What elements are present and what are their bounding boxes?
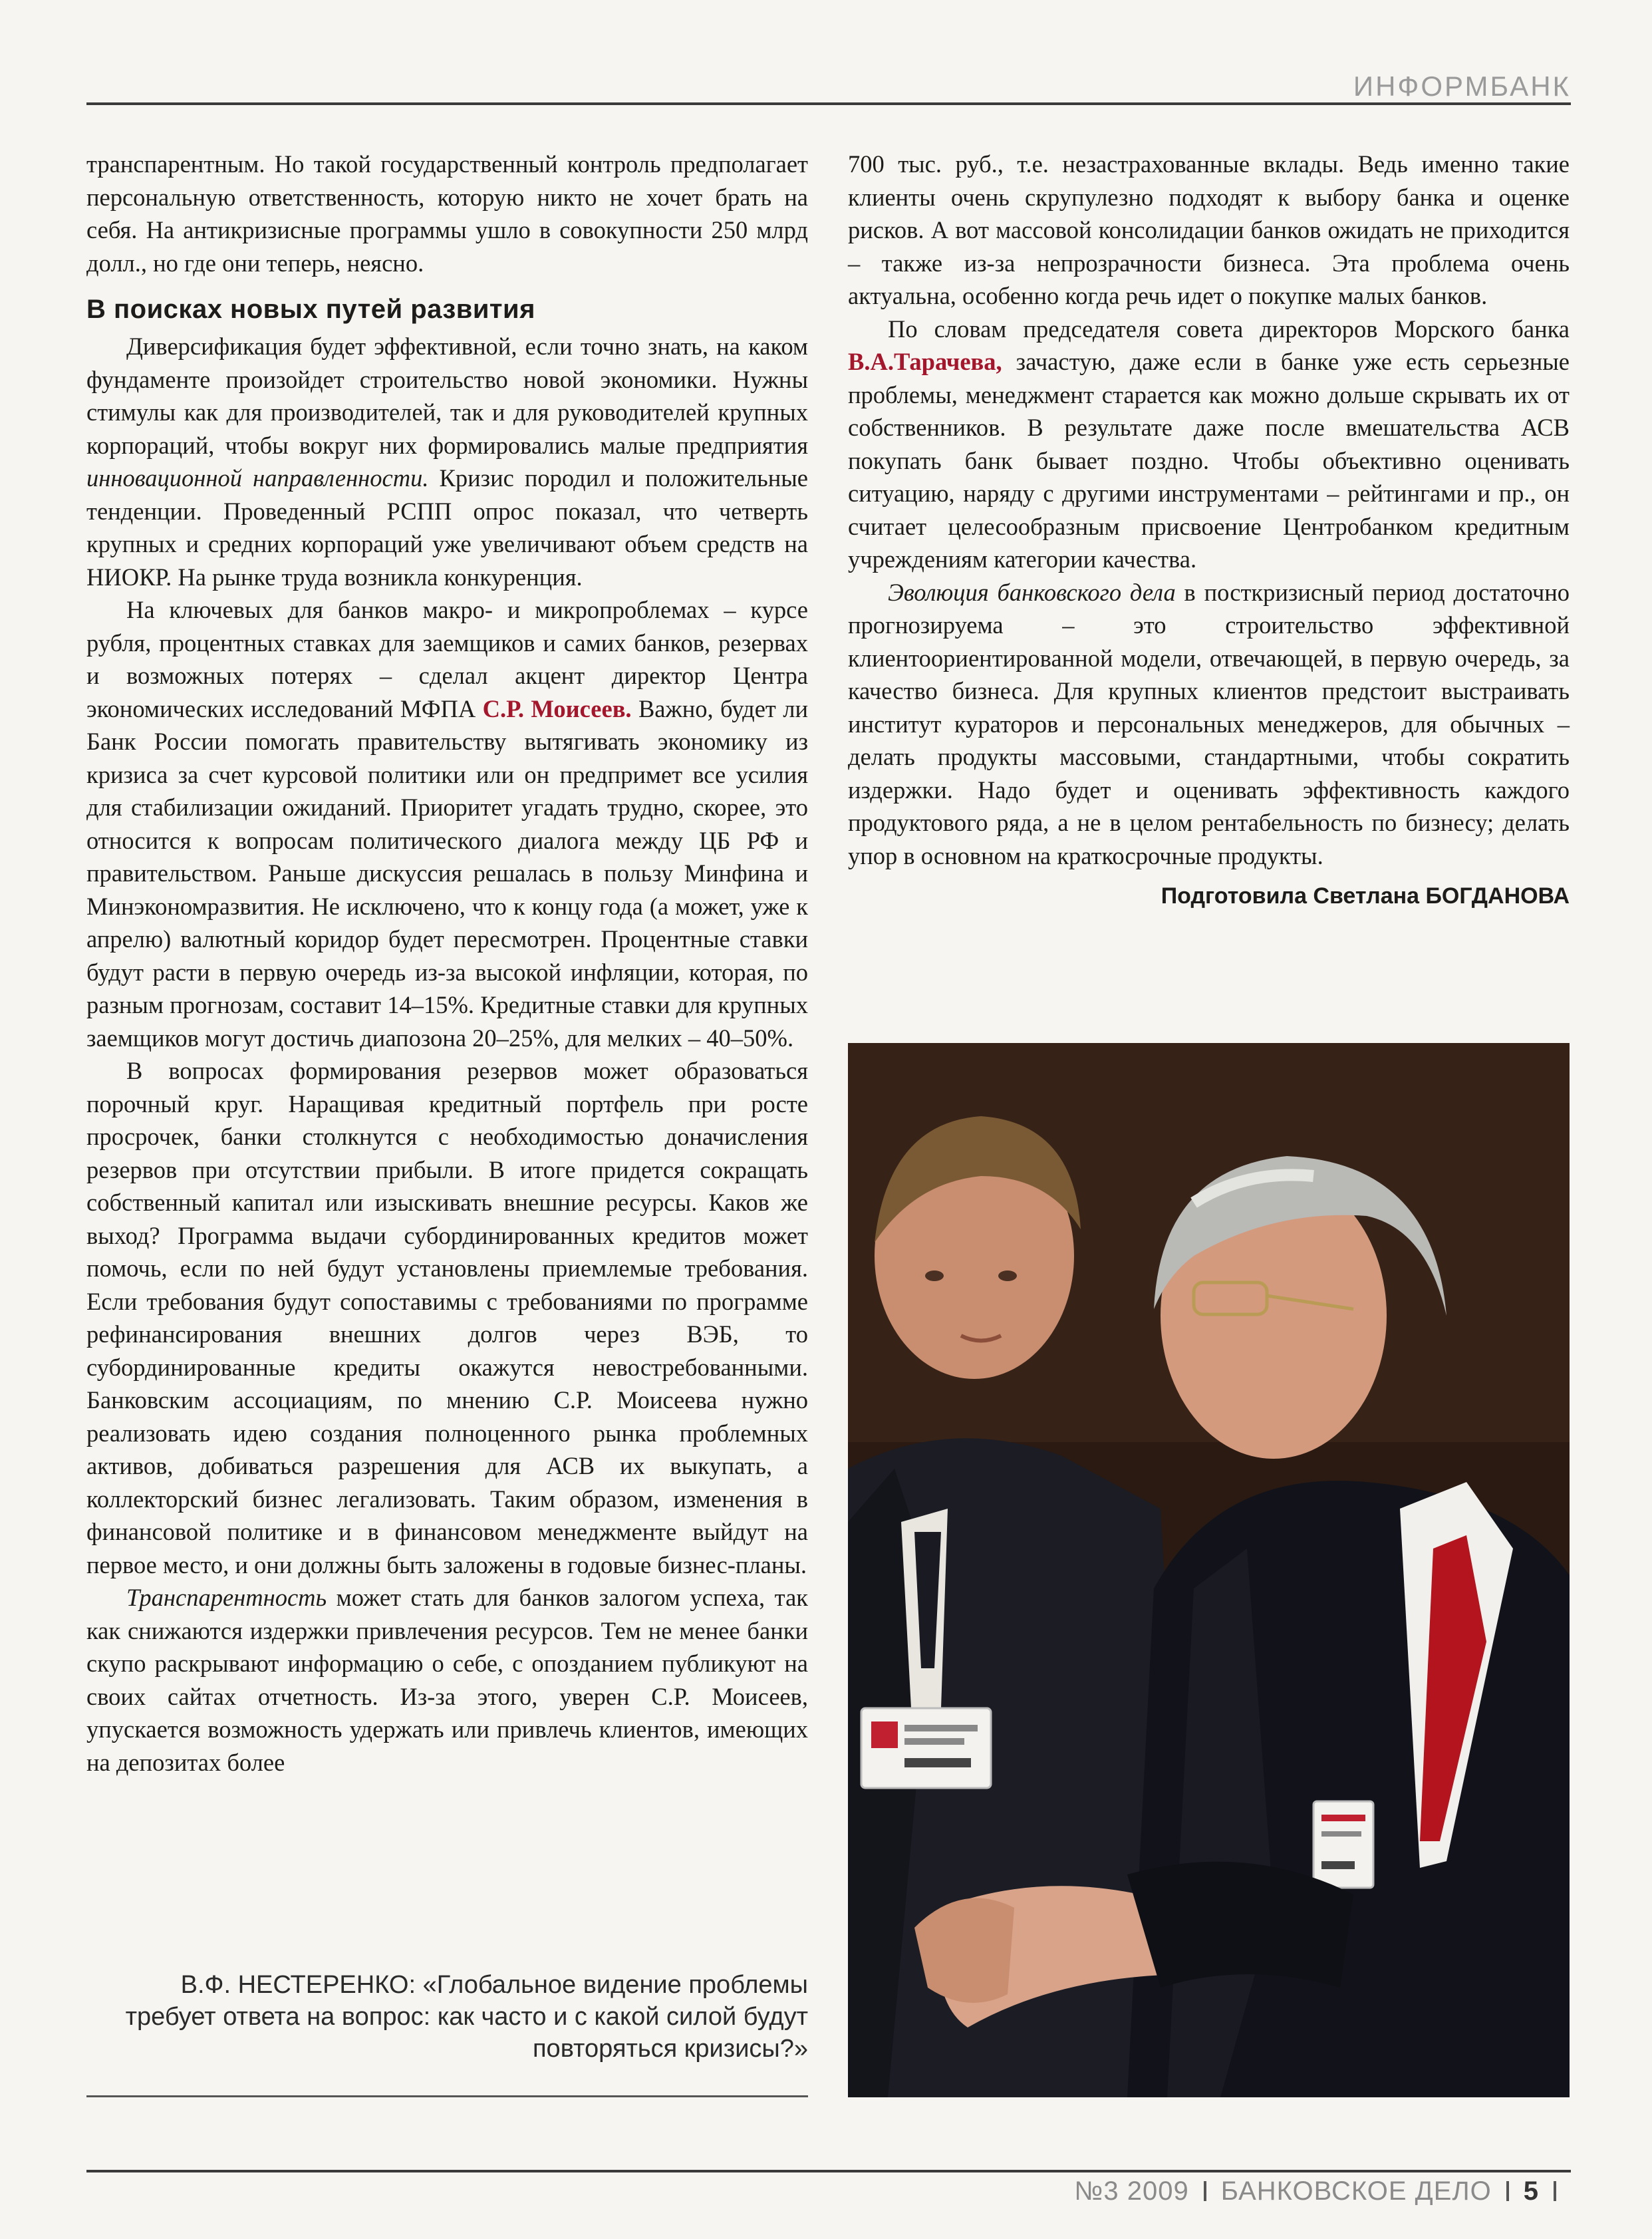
page-number: 5 [1523, 2176, 1539, 2206]
issue-number: №3 2009 [1074, 2176, 1189, 2206]
footer-rule [86, 2170, 1571, 2172]
section-name: ИНФОРМБАНК [1353, 71, 1571, 102]
person-name: С.Р. Моисеев. [482, 694, 632, 722]
paragraph: 700 тыс. руб., т.е. незастрахованные вклады. Ведь именно такие клиенты очень скрупулезно подходят к выбору банка и оценке рисков. А вот массовой консолидации банков ожидать не приходится – также из-за непрозрачности бизнеса. Эта проблема очень актуальна, особенно когда речь идет о покупке малых банков. [848, 150, 1570, 309]
footer-separator [1506, 2181, 1509, 2201]
paragraph: На ключевых для банков макро- и микропроблемах – курсе рубля, процентных ставках для заемщиков и самих банков, резервах и возможных потерях – сделал акцент директор Центра экономических исследований МФПА С.Р. Моисеев. Важно, будет ли Банк России помогать правительству вытягивать экономику из кризиса за счет курсовой политики или он предпримет все усилия для стабилизации ожиданий. Приоритет угадать трудно, скорее, это относится к вопросам политического диалога между ЦБ РФ и правительством. Раньше дискуссия решалась в пользу Минфина и Минэкономразвития. Не исключено, что к концу года (а может, уже к апрелю) валютный коридор будет пересмотрен. Процентные ставки будут расти в первую очередь из-за высокой инфляции, которая, по разным прогнозам, составит 14–15%. Кредитные ставки для крупных заемщиков могут достичь диапозона 20–25%, для мелких – 40–50%. [86, 596, 809, 1052]
paragraph: Эволюция банковского дела в посткризисный период достаточно прогнозируема – это строительство эффективной клиентоориентированной модели, отвечающей, в первую очередь, за качество бизнеса. Для крупных клиентов предстоит выстраивать институт кураторов и персональных менеджеров, для обычных – делать продукты массовыми, стандартными, чтобы сократить издержки. Надо будет и оценивать эффективность каждого продуктового ряда, а не в целом рентабельность по бизнесу; делать упор в основном на краткосрочные продукты. [848, 578, 1570, 869]
header-rule [86, 102, 1571, 105]
paragraph: транспарентным. Но такой государственный контроль предполагает персональную ответственность, которую никто не хочет брать на себя. На антикризисные программы ушло в совокупности 250 млрд долл., но где они теперь, неясно. [86, 150, 808, 277]
footer [1074, 2176, 1571, 2206]
paragraph: Диверсификация будет эффективной, если точно знать, на каком фундаменте произойдет строительство новой экономики. Нужны стимулы как для производителей, так и для руководителей крупных корпораций, чтобы вокруг них формировались малые предприятия инновационной направленности. Кризис породил и положительные тенденции. Проведенный РСПП опрос показал, что четверть крупных и средних корпораций уже увеличивают объем средств на НИОКР. На рынке труда возникла конкуренция. [86, 333, 808, 591]
footer-separator [1204, 2181, 1206, 2201]
person-name: В.А.Тарачева, [848, 348, 1002, 375]
photo-illustration [848, 1043, 1570, 2097]
photo [848, 1043, 1570, 2097]
italic-phrase: Транспарентность [126, 1584, 327, 1611]
footer-separator [1554, 2181, 1556, 2201]
magazine-name: БАНКОВСКОЕ ДЕЛО [1220, 2176, 1492, 2206]
paragraph: Транспарентность может стать для банков залогом успеха, так как снижаются издержки привлечения ресурсов. Тем не менее банки скупо раскрывают информацию о себе, с опозданием публикуют на своих сайтах отчетность. Из-за этого, уверен С.Р. Моисеев, упускается возможность удержать или привлечь клиентов, имеющих на депозитах более [86, 1584, 809, 1776]
paragraph: По словам председателя совета директоров Морского банка В.А.Тарачева, зачастую, даже если в банке уже есть серьезные проблемы, менеджмент старается как можно дольше скрывать их от собственников. В результате даже после вмешательства АСВ покупать банк бывает поздно. Чтобы объективно оценивать ситуацию, наряду с другими инструментами – рейтингами и пр., он считает целесообразным присвоение Центробанком кредитным учреждениям категории качества. [848, 315, 1570, 573]
pull-quote-rule [86, 2095, 808, 2097]
italic-phrase: инновационной направленности. [86, 464, 429, 492]
italic-phrase: Эволюция банковского дела [888, 578, 1176, 606]
left-column [86, 148, 808, 1779]
byline: Подготовила Светлана БОГДАНОВА [1161, 883, 1570, 909]
pull-quote: В.Ф. НЕСТЕРЕНКО: «Глобальное видение проблемы требует ответа на вопрос: как часто и с какой силой будут повторяться кризисы?» [125, 1971, 808, 2063]
section-heading: В поисках новых путей развития [86, 295, 535, 324]
paragraph: В вопросах формирования резервов может образоваться порочный круг. Наращивая кредитный портфель при росте просрочек, банки столкнутся с необходимостью доначисления резервов при отсутствии прибыли. В итоге придется сокращать собственный капитал или изыскивать внешние ресурсы. Каков же выход? Программа выдачи субординированных кредитов может помочь, если по ней будут установлены приемлемые требования. Если требования будут сопоставимы с требованиями по программе рефинансирования внешних долгов через ВЭБ, то субординированные кредиты окажутся невостребованными. Банковским ассоциациям, по мнению С.Р. Моисеева нужно реализовать идею создания полноценного рынка проблемных активов, добиваться разрешения для АСВ их выкупать, а коллекторский бизнес легализовать. Таким образом, изменения в финансовой политике и в финансовом менеджменте выйдут на первое место, и они должны быть заложены в годовые бизнес-планы. [86, 1057, 808, 1578]
right-column [848, 148, 1570, 913]
